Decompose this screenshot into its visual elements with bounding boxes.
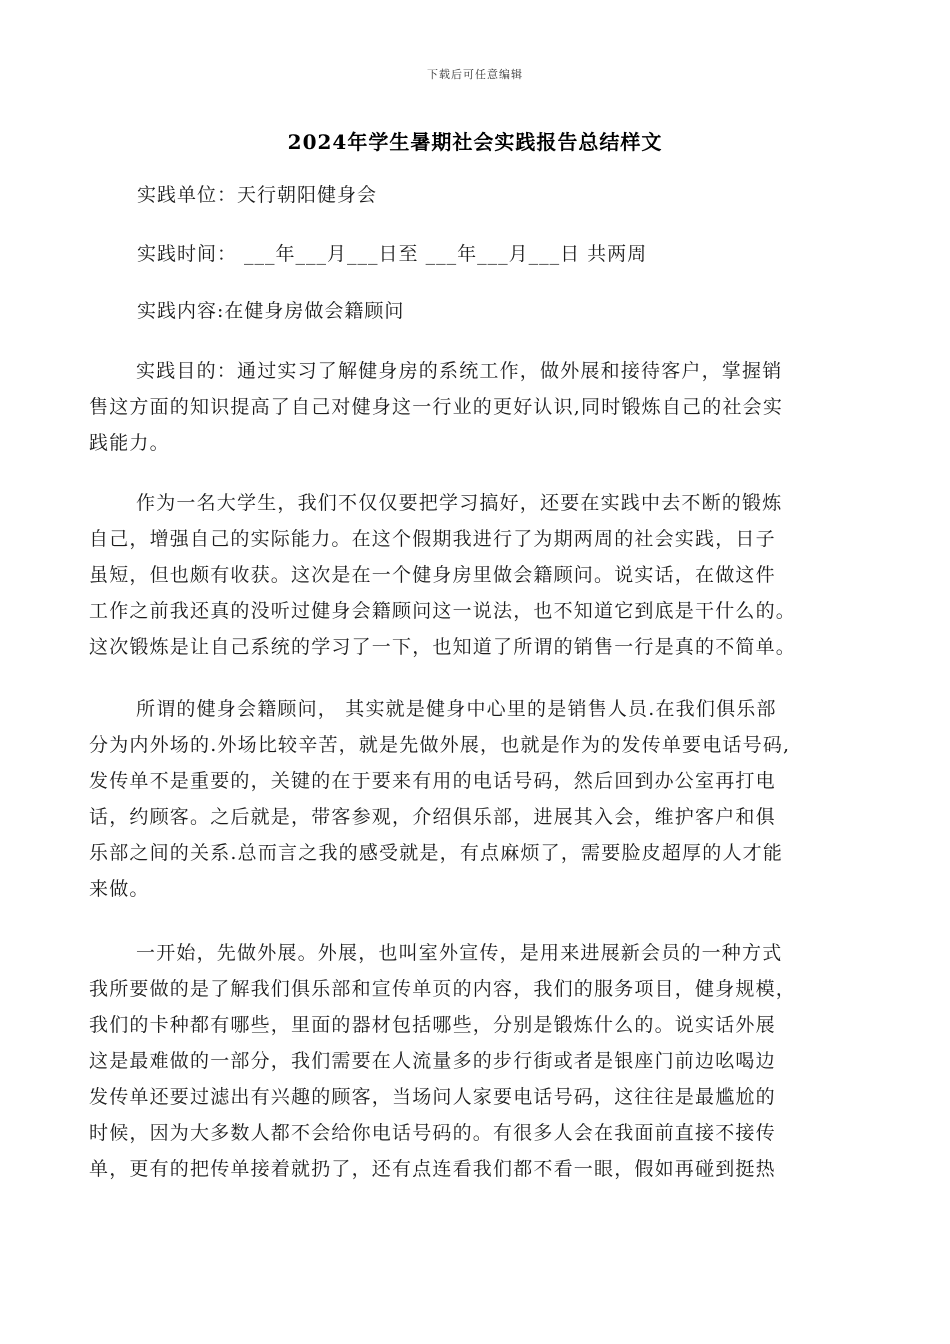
paragraph-line: 单，更有的把传单接着就扔了，还有点连看我们都不看一眼，假如再碰到挺热: [89, 1158, 776, 1180]
paragraph-line: 所谓的健身会籍顾问， 其实就是健身中心里的是销售人员.在我们俱乐部: [136, 698, 777, 720]
paragraph-line: 虽短，但也颇有收获。这次是在一个健身房里做会籍顾问。说实话，在做这件: [89, 564, 776, 586]
paragraph-line: 作为一名大学生，我们不仅仅要把学习搞好，还要在实践中去不断的锻炼: [136, 492, 783, 514]
paragraph-purpose: [89, 353, 859, 461]
paragraph-line: 践能力。: [89, 432, 170, 454]
paragraph-line: 乐部之间的关系.总而言之我的感受就是，有点麻烦了，需要脸皮超厚的人才能: [89, 842, 784, 864]
paragraph-line: 一开始，先做外展。外展，也叫室外宣传，是用来进展新会员的一种方式: [136, 942, 783, 964]
paragraph-line: 售这方面的知识提高了自己对健身这一行业的更好认识,同时锻炼自己的社会实: [89, 396, 784, 418]
info-time: 实践时间： ___年___月___日至 ___年___月___日 共两周: [137, 243, 648, 265]
paragraph-line: 工作之前我还真的没听过健身会籍顾问这一说法，也不知道它到底是干什么的。: [89, 600, 797, 622]
paragraph-line: 我们的卡种都有哪些，里面的器材包括哪些，分别是锻炼什么的。说实话外展: [89, 1014, 776, 1036]
paragraph-line: 时候，因为大多数人都不会给你电话号码的。有很多人会在我面前直接不接传: [89, 1122, 776, 1144]
paragraph-line: 发传单还要过滤出有兴趣的顾客，当场问人家要电话号码，这往往是最尴尬的: [89, 1086, 776, 1108]
header-note: 下载后可任意编辑: [427, 68, 523, 81]
paragraph-line: 我所要做的是了解我们俱乐部和宣传单页的内容，我们的服务项目，健身规模，: [89, 978, 797, 1000]
paragraph-line: 实践目的：通过实习了解健身房的系统工作，做外展和接待客户，掌握销: [136, 360, 783, 382]
paragraph-outreach: [89, 935, 859, 1187]
paragraph-line: 分为内外场的.外场比较辛苦，就是先做外展，也就是作为的发传单要电话号码,: [89, 734, 791, 756]
info-unit: 实践单位：天行朝阳健身会: [137, 184, 378, 206]
paragraph-line: 这次锻炼是让自己系统的学习了一下，也知道了所谓的销售一行是真的不简单。: [89, 636, 797, 658]
info-content: 实践内容:在健身房做会籍顾问: [137, 300, 405, 322]
document-title: 2024年学生暑期社会实践报告总结样文: [287, 130, 663, 154]
paragraph-line: 来做。: [89, 878, 150, 900]
paragraph-line: 话，约顾客。之后就是，带客参观，介绍俱乐部，进展其入会，维护客户和俱: [89, 806, 776, 828]
paragraph-line: 这是最难做的一部分，我们需要在人流量多的步行街或者是银座门前边吆喝边: [89, 1050, 776, 1072]
paragraph-line: 发传单不是重要的，关键的在于要来有用的电话号码，然后回到办公室再打电: [89, 770, 776, 792]
paragraph-role: [89, 691, 859, 907]
paragraph-intro: [89, 485, 859, 665]
paragraph-line: 自己，增强自己的实际能力。在这个假期我进行了为期两周的社会实践，日子: [89, 528, 776, 550]
